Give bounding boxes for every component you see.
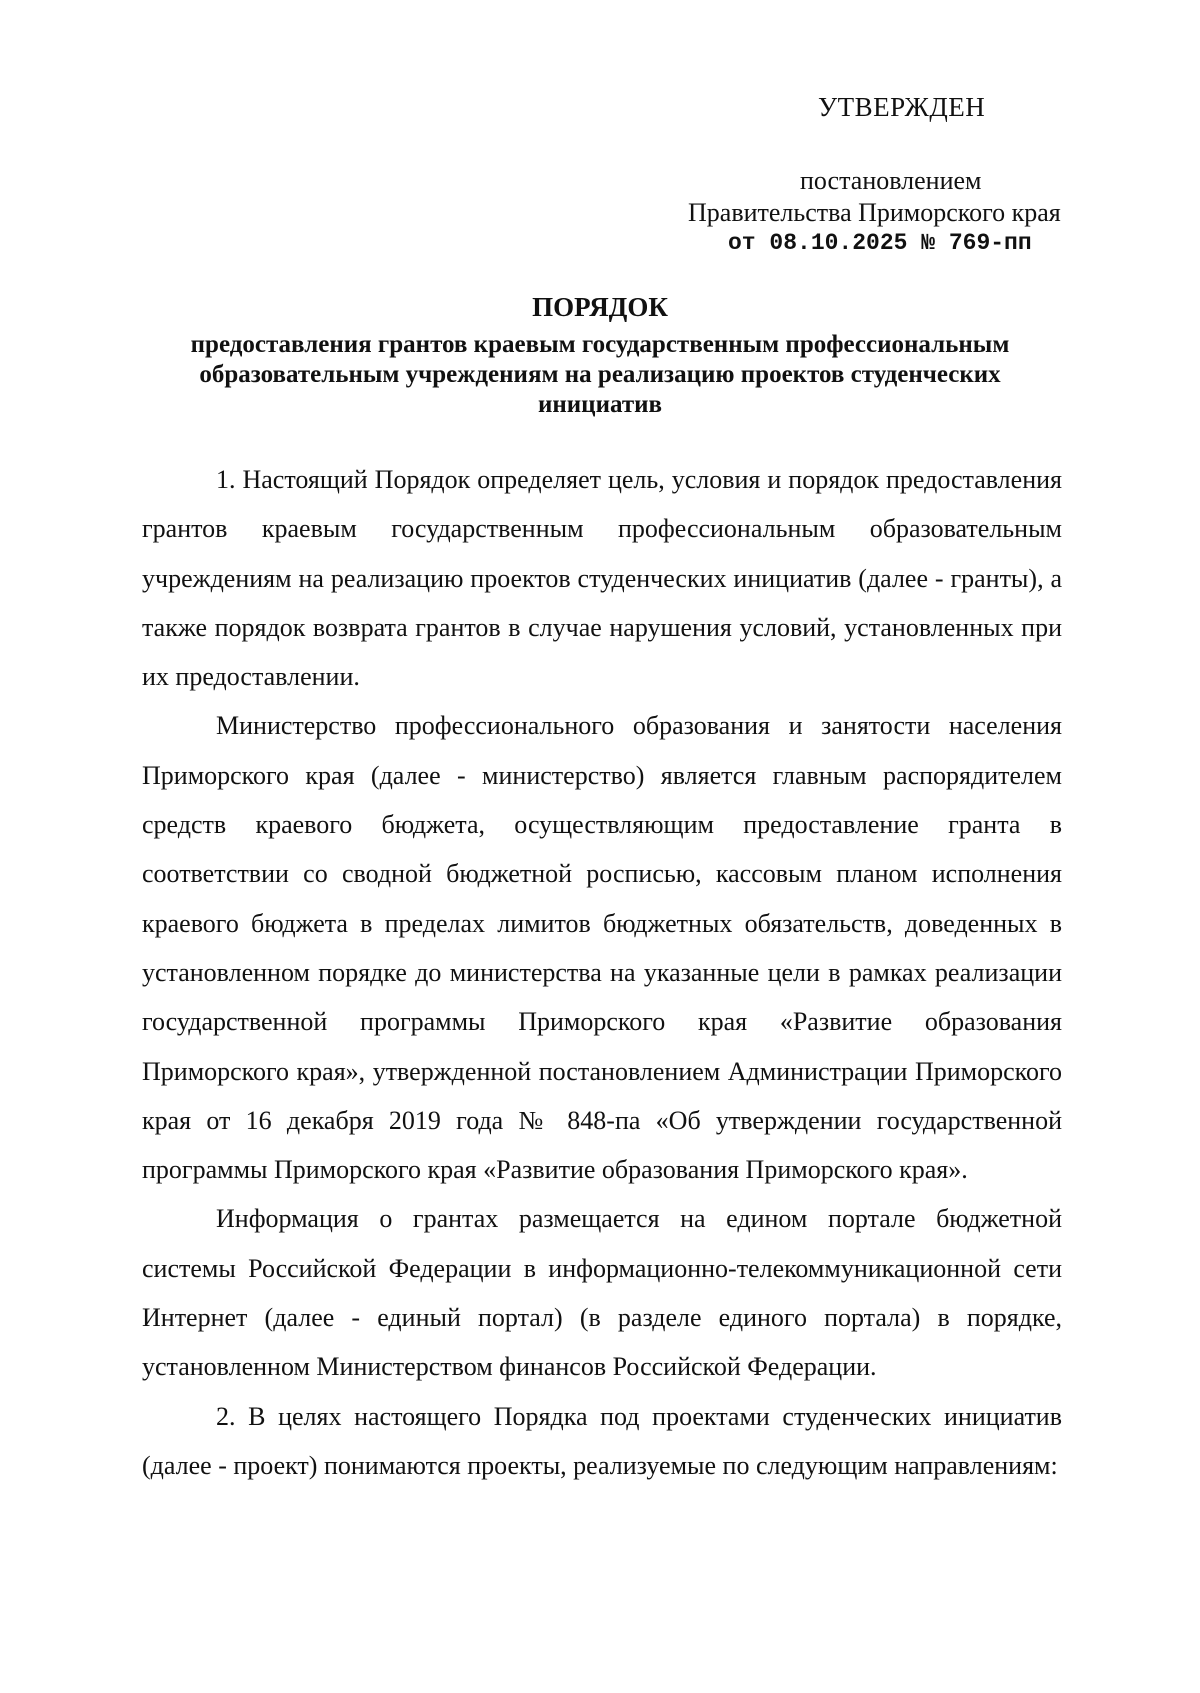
paragraph-4: 2. В целях настоящего Порядка под проектами студенческих инициатив (далее - проект) понимаются проекты, реализуемые по следующим направлениям:: [142, 1401, 1062, 1480]
paragraph-2: Министерство профессионального образования и занятости населения Приморского края (далее - министерство) является главным распорядителем средств краевого бюджета, осуществляющим предоставление гранта в соответствии со сводной бюджетной росписью, кассовым планом исполнения краевого бюджета в пределах лимитов бюджетных обязательств, доведенных в установленном порядке до министерства на указанные цели в рамках реализации государственной программы Приморского края «Развитие образования Приморского края», утвержденной постановлением Администрации Приморского края от 16 декабря 2019 года № 848-па «Об утверждении государственной программы Приморского края «Развитие образования Приморского края».: [142, 711, 1062, 1185]
document-subtitle: предоставления грантов краевым государственным профессиональным образовательным учреждениям на реализацию проектов студенческих инициатив: [190, 331, 1010, 418]
paragraph-1: 1. Настоящий Порядок определяет цель, условия и порядок предоставления грантов краевым государственным профессиональным образовательным учреждениям на реализацию проектов студенческих инициатив (далее - гранты), а также порядок возврата грантов в случае нарушения условий, установленных при их предоставлении.: [142, 465, 1062, 692]
approval-date-number: от 08.10.2025 № 769-пп: [728, 230, 1032, 256]
paragraph-3: Информация о грантах размещается на едином портале бюджетной системы Российской Федерации в информационно-телекоммуникационной сети Интернет (далее - единый портал) (в разделе единого портала) в порядке, установленном Министерством финансов Российской Федерации.: [142, 1204, 1062, 1382]
document-body: [142, 455, 1062, 1490]
approval-title: УТВЕРЖДЕН: [818, 92, 986, 122]
approval-government-line: Правительства Приморского края: [688, 198, 1061, 227]
approval-resolution-line: постановлением: [800, 166, 982, 195]
document-title: ПОРЯДОК: [532, 292, 668, 322]
